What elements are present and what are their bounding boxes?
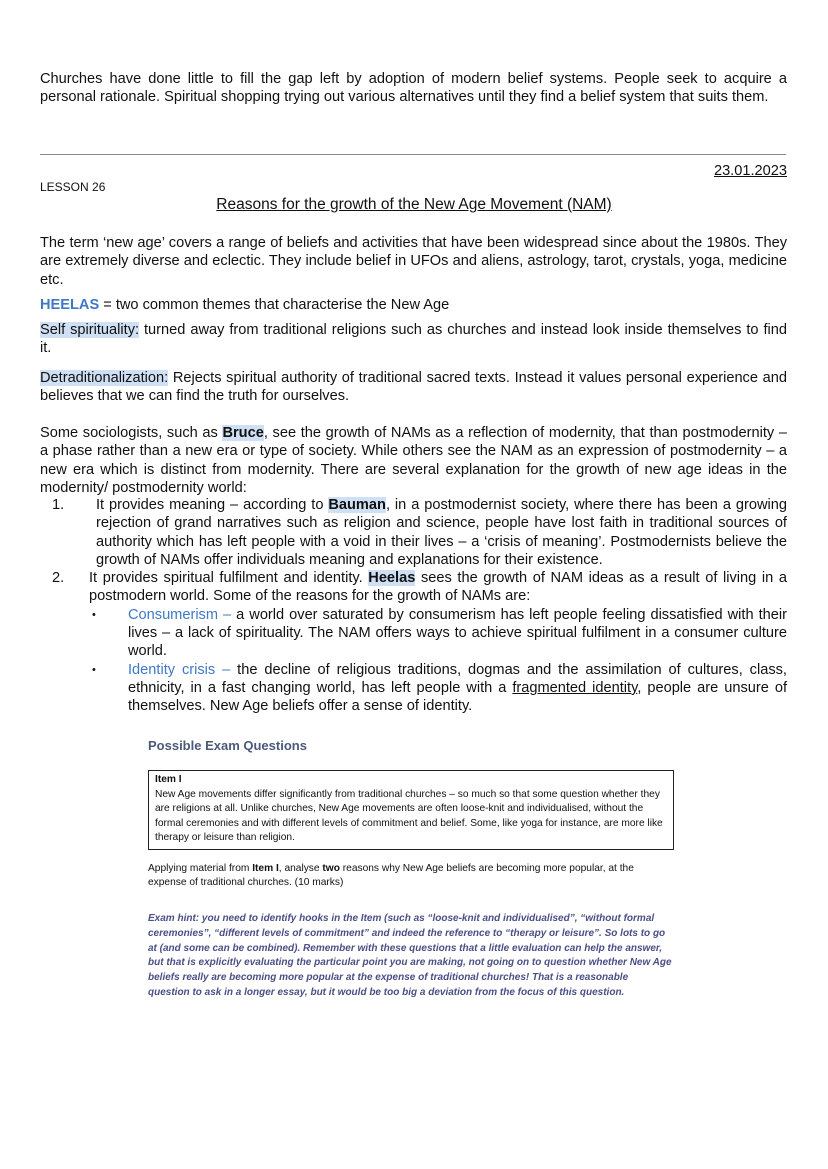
list-item	[40, 569, 787, 715]
list-item-text-end: , in a postmodernist society, where there has been a growing rejection of grand narratives such as religion and science, people have lost faith in traditional sources of authority which has left people with a void in their lives – a ‘crisis of meaning’. Postmodernists believe the growth of NAMs offer individuals meaning and explanations for their existence.	[96, 497, 787, 568]
identity-crisis-text-end: , people are unsure of themselves. New Age beliefs offer a sense of identity.	[128, 679, 787, 715]
bullet-icon: •	[92, 608, 96, 621]
list-item	[40, 661, 787, 716]
list-number: 2.	[52, 570, 65, 587]
fragmented-identity: fragmented identity	[512, 679, 638, 696]
item-text: New Age movements differ significantly from traditional churches – so much so that some question whether they are religions at all. Unlike churches, New Age movements are often loose-knit and individualised, without the formal ceremonies and with different levels of commitment and belief. Some, like yoga for instance, are more like therapy or leisure than religion.	[155, 788, 663, 844]
bullet-icon: •	[92, 663, 96, 676]
heelas-name: HEELAS	[40, 297, 100, 313]
exam-hint: Exam hint: you need to identify hooks in the Item (such as “loose-knit and individualised”, “without formal ceremonies”, “different levels of commitment” and indeed the reference to “therapy or leisure”. So lots to go at (and some can be combined). Remember with these questions that a little evaluation can help the answer, but that is explicitly evaluating the particular point you are making, not going on to question whether New Age beliefs really are becoming more popular at the expense of traditional churches! That is a reasonable question to ask in a longer essay, but it would be too big a deviation from the focus of this question.	[148, 913, 672, 998]
list-item	[40, 606, 787, 661]
exam-heading: Possible Exam Questions	[148, 738, 307, 753]
list-item-text-start: It provides meaning – according to	[96, 497, 329, 513]
list-item-text-start: It provides spiritual fulfilment and identity.	[89, 570, 369, 587]
consumerism-term: Consumerism –	[128, 606, 237, 623]
heelas-line	[40, 296, 787, 314]
heelas-name-list: Heelas	[368, 570, 416, 587]
lesson-label: LESSON 26	[40, 180, 106, 194]
item-box	[148, 770, 674, 850]
intro-paragraph: Churches have done little to fill the gap left by adoption of modern belief systems. People seek to acquire a personal rationale. Spiritual shopping trying out various alternatives until they find a belief system that suits them.	[40, 71, 787, 106]
lesson-date: 23.01.2023	[713, 163, 787, 179]
question-text-middle: , analyse	[278, 863, 323, 874]
question-text-end: reasons why New Age beliefs are becoming more popular, at the expense of traditional churches. (10 marks)	[148, 863, 634, 889]
item-label: Item I	[155, 774, 182, 785]
question-text-start: Applying material from	[148, 863, 253, 874]
reasons-sublist	[40, 606, 787, 716]
detraditionalization-text: Rejects spiritual authority of traditional sacred texts. Instead it values personal experience and believes that we can find the truth for ourselves.	[40, 370, 787, 405]
list-number: 1.	[52, 497, 65, 513]
question-item-ref: Item I	[252, 863, 279, 874]
bauman-name: Bauman	[328, 497, 386, 513]
self-spirituality-paragraph	[40, 321, 787, 358]
section-divider	[40, 154, 786, 155]
self-spirituality-term: Self spirituality:	[40, 322, 140, 338]
list-item	[40, 496, 787, 569]
list-item-text-end: sees the growth of NAM ideas as a result of living in a postmodern world. Some of the reasons for the growth of NAMs are:	[89, 570, 788, 605]
definition-paragraph: The term ‘new age’ covers a range of beliefs and activities that have been widespread since about the 1980s. They are extremely diverse and eclectic. They include belief in UFOs and aliens, astrology, tarot, crystals, yoga, medicine etc.	[40, 235, 787, 288]
question-two: two	[322, 863, 340, 874]
sociologists-text-start: Some sociologists, such as	[40, 425, 223, 441]
detraditionalization-paragraph	[40, 369, 787, 406]
reasons-list	[40, 496, 787, 716]
detraditionalization-term: Detraditionalization:	[40, 370, 169, 386]
identity-crisis-text-start: the decline of religious traditions, dogmas and the assimilation of cultures, class, ethnicity, in a fast changing world, has left people with a	[128, 661, 787, 696]
sociologists-text-end: , see the growth of NAMs as a reflection of modernity, that than postmodernity – a phase rather than a new era or type of society. While others see the NAM as an expression of postmodernity – a new era which is distinct from modernity. There are several explanation for the growth of new age ideas in the modernity/ postmodernity world:	[40, 425, 787, 496]
page-title: Reasons for the growth of the New Age Movement (NAM)	[216, 196, 612, 213]
sociologists-paragraph	[40, 424, 787, 497]
heelas-rest: = two common themes that characterise the New Age	[99, 297, 450, 313]
self-spirituality-text: turned away from traditional religions such as churches and instead look inside themselves to find it.	[40, 322, 787, 357]
identity-crisis-term: Identity crisis –	[128, 661, 238, 678]
exam-question	[148, 862, 668, 891]
consumerism-text: a world over saturated by consumerism has left people feeling dissatisfied with their lives – a lack of spirituality. The NAM offers ways to achieve spiritual fulfilment in a consumer culture world.	[128, 606, 787, 660]
bruce-name: Bruce	[222, 425, 264, 441]
